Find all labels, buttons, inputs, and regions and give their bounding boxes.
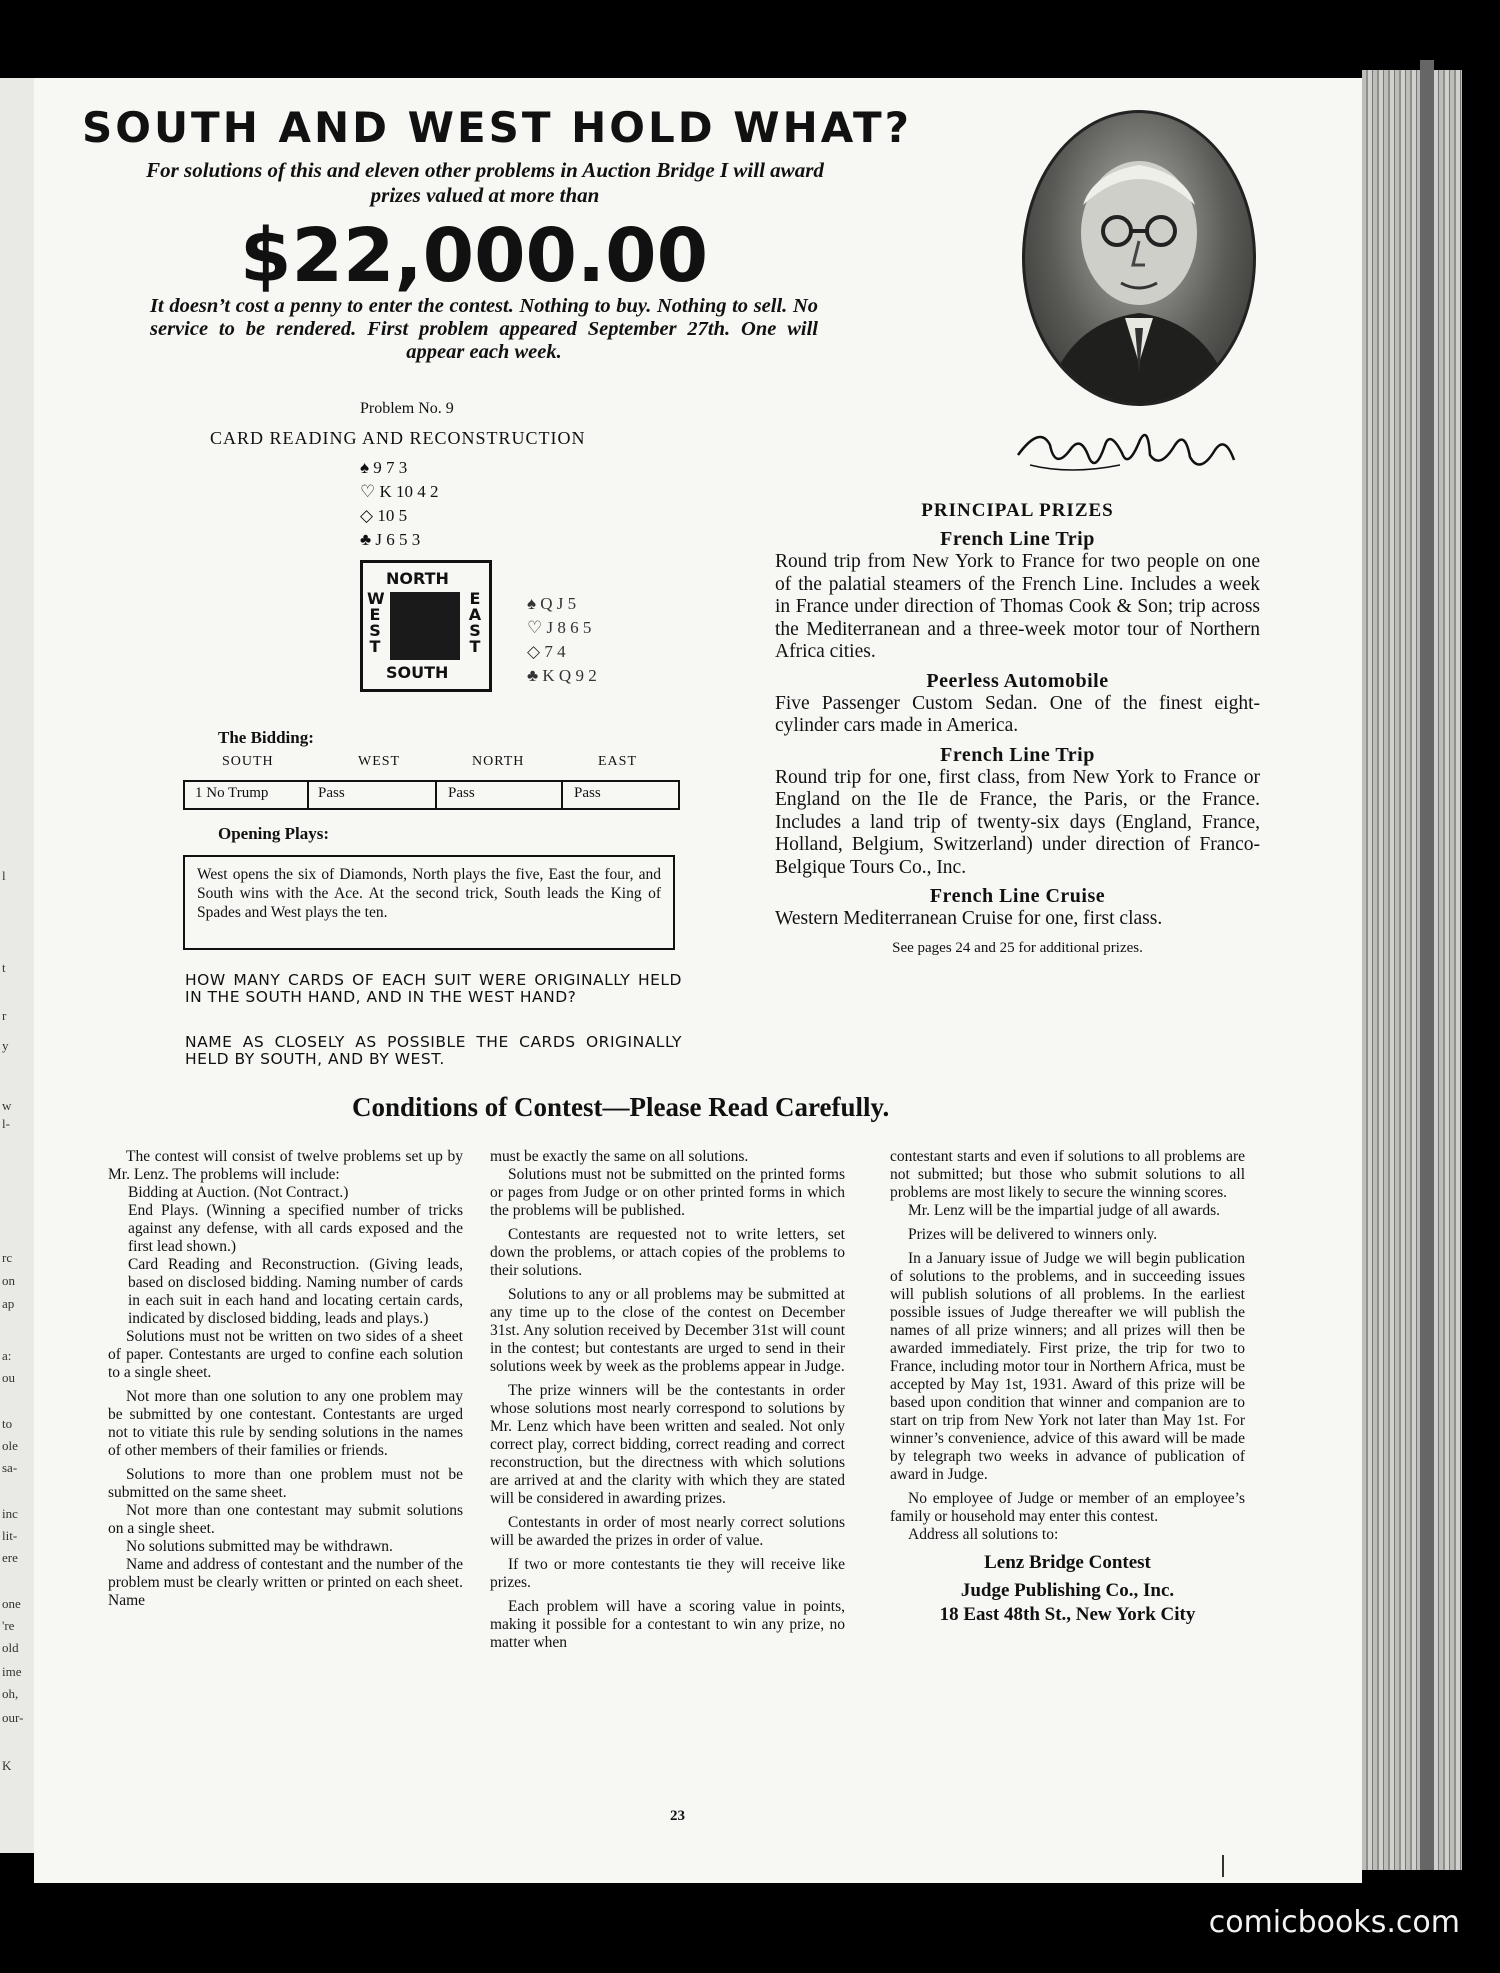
conditions-paragraph: Contestants in order of most nearly correct solutions will be awarded the prizes in order of value. [490,1514,845,1549]
prizes-heading: PRINCIPAL PRIZES [921,500,1114,521]
watermark: comicbooks.com [1208,1905,1460,1940]
conditions-list-item: Bidding at Auction. (Not Contract.) [128,1184,349,1201]
portrait-icon [1025,113,1253,403]
heart-icon: ♡ [527,618,543,637]
prize-description: Round trip from New York to France for two people on one of the palatial steamers of the French Line. Includes a week in France under direction of Thomas Cook & Son; trip across the Mediterranean and a three-week motor tour of Northern Africa cities. [775,551,1260,662]
table-east-label: EAST [468,589,482,656]
left-page-fragment: inc [2,1506,18,1521]
hand-cards: Q J 5 [540,594,577,613]
hand-row-diamonds [360,504,439,528]
left-page-fragment: one [2,1596,21,1611]
conditions-paragraph: In a January issue of Judge we will begin publication of solutions to the problems, and in succeeding issues will publish solutions of all problems. In the earliest possible issues of Judge thereafter we will publish the names of all prize winners; and all prizes will then be awarded immediately. First prize, the trip for two to France, including motor tour in Northern Africa, must be accepted by May 1st, 1931. Award of this prize will be based upon condition that winner and companion are to start on trip from New York not later than May 1st. For winner’s convenience, advice of this award will be made by telegraph two weeks in advance of publication of award in Judge. [890,1250,1245,1483]
diamond-icon: ◇ [527,642,541,661]
conditions-paragraph: Not more than one contestant may submit solutions on a single sheet. [108,1502,463,1537]
conditions-title: Conditions of Contest—Please Read Carefully. [352,1092,890,1122]
conditions-paragraph: No employee of Judge or member of an employee’s family or household may enter this contest. [890,1490,1245,1525]
bid-cell: Pass [318,785,345,801]
address-line: Judge Publishing Co., Inc. [960,1580,1175,1601]
address-line: 18 East 48th St., New York City [939,1604,1196,1625]
hand-cards: 9 7 3 [373,458,408,477]
address-line: Lenz Bridge Contest [984,1552,1151,1573]
portrait-photo [1022,110,1256,406]
conditions-paragraph: Solutions must not be submitted on the printed forms or pages from Judge or on other printed forms in which the problems will be published. [490,1166,845,1219]
left-page-fragment: w [2,1098,12,1113]
question-two: NAME AS CLOSELY AS POSSIBLE THE CARDS ORIGINALLY HELD BY SOUTH, AND BY WEST. [185,1033,682,1068]
additional-prizes-note: See pages 24 and 25 for additional prizes. [892,939,1143,956]
conditions-paragraph: If two or more contestants tie they will receive like prizes. [490,1556,845,1591]
bid-header: SOUTH [222,754,274,769]
question-one: HOW MANY CARDS OF EACH SUIT WERE ORIGINALLY HELD IN THE SOUTH HAND, AND IN THE WEST HAND? [185,971,682,1006]
problem-number: Problem No. 9 [360,400,454,417]
conditions-paragraph: Solutions to any or all problems may be submitted at any time up to the close of the contest on December 31st. Any solution received by December 31st will count in the contest; but contestants are urged to send in their solutions week by week as the problems appear in Judge. [490,1286,845,1375]
left-page-fragment: ap [2,1296,15,1311]
left-page-fragment: on [2,1273,15,1288]
conditions-paragraph: Solutions to more than one problem must not be submitted on the same sheet. [108,1466,463,1501]
left-page-fragment: ole [2,1438,18,1453]
north-hand [360,456,439,552]
hand-row-hearts [360,480,439,504]
prize-title: French Line Cruise [929,885,1106,907]
bid-divider [561,782,563,808]
diamond-icon: ◇ [360,506,374,525]
conditions-paragraph: Mr. Lenz will be the impartial judge of all awards. [908,1202,1221,1219]
hand-row-clubs [360,528,439,552]
conditions-paragraph: Name and address of contestant and the number of the problem must be clearly written or printed on each sheet. Name [108,1556,464,1609]
bidding-label: The Bidding: [218,728,314,747]
signature-icon [1010,415,1240,485]
club-icon: ♣ [527,666,539,685]
left-page-fragment: old [2,1640,19,1655]
prize-title: French Line Trip [940,743,1095,766]
page-number: 23 [670,1808,685,1824]
page-edge-stack [1362,70,1462,1870]
conditions-paragraph: Contestants are requested not to write letters, set down the problems, or attach copies of the problems to their solutions. [490,1226,845,1279]
hand-cards: K 10 4 2 [379,482,439,501]
left-page-fragment: 're [2,1618,15,1633]
conditions-paragraph: must be exactly the same on all solutions. [490,1148,749,1165]
table-center-square [390,592,460,660]
conditions-paragraph: Address all solutions to: [908,1526,1059,1543]
prize-amount: $22,000.00 [240,213,709,299]
hand-row-spades [360,456,439,480]
bidding-row [183,780,680,810]
left-page-fragment: l- [2,1116,10,1131]
conditions-paragraph: The contest will consist of twelve problems set up by Mr. Lenz. The problems will include: [108,1148,463,1183]
table-corner [493,560,513,572]
left-page-fragment: sa- [2,1460,18,1475]
left-page-fragment: oh, [2,1686,19,1701]
conditions-column-2 [490,1148,845,1652]
bid-header: WEST [358,754,401,769]
hand-cards: 7 4 [544,642,566,661]
conditions-list-item: Card Reading and Reconstruction. (Giving leads, based on disclosed bidding. Naming number of cards in each suit in each hand and locating certain cards, indicated by disclosed bidding, leads and plays.) [128,1256,463,1327]
conditions-paragraph: Each problem will have a scoring value in points, making it possible for a contestant to win any prize, no matter when [490,1598,845,1651]
left-page-fragment: t [2,960,6,975]
prize-description: Western Mediterranean Cruise for one, first class. [775,908,1163,929]
left-page-fragment: to [2,1416,13,1431]
left-page-fragment: y [2,1038,9,1053]
problem-title: CARD READING AND RECONSTRUCTION [210,428,586,448]
conditions-list-item: End Plays. (Winning a specified number of tricks against any defense, with all cards exposed and the first lead shown.) [128,1202,463,1255]
hand-row-hearts [527,616,597,640]
principal-prizes [775,500,1260,965]
bid-cell: Pass [448,785,475,801]
club-icon: ♣ [360,530,372,549]
left-page-strip [0,78,34,1853]
hand-row-diamonds [527,640,597,664]
table-south-label: SOUTH [386,663,449,682]
left-page-fragment: ou [2,1370,15,1385]
east-hand [527,592,597,688]
spade-icon: ♠ [360,458,370,477]
conditions-column-1 [108,1148,463,1610]
left-page-fragment: lit- [2,1528,18,1543]
conditions-paragraph: Solutions must not be written on two sides of a sheet of paper. Contestants are urged to confine each solution to a single sheet. [108,1328,463,1381]
opening-plays-text: West opens the six of Diamonds, North plays the five, East the four, and South wins with the Ace. At the second trick, South leads the King of Spades and West plays the ten. [197,866,661,921]
table-west-label: WEST [367,589,385,656]
left-page-fragment: K [2,1758,12,1773]
left-page-fragment: ime [2,1664,22,1679]
table-north-label: NORTH [386,569,449,588]
bid-cell: Pass [574,785,601,801]
prize-description: Five Passenger Custom Sedan. One of the finest eight-cylinder cars made in America. [775,692,1260,736]
conditions-column-3 [890,1148,1245,1624]
heart-icon: ♡ [360,482,376,501]
hand-cards: J 6 5 3 [375,530,421,549]
signature-mark [1010,415,1240,490]
left-page-fragment: l [2,868,6,883]
opening-plays-box [183,855,675,950]
page-mark [1222,1855,1224,1877]
spade-icon: ♠ [527,594,537,613]
conditions-paragraph: contestant starts and even if solutions to all problems are not submitted; but those who submit solutions to all problems are most likely to secure the winning scores. [890,1148,1245,1201]
conditions-paragraph: The prize winners will be the contestants in order whose solutions most nearly correspond to solutions by Mr. Lenz which have been written and sealed. Not only correct play, correct bidding, correct reading and correct reconstruction, but the directness with which solutions are arrived at and the clarity with which they are stated will be considered in awarding prizes. [490,1382,845,1507]
left-page-fragment: a: [2,1348,12,1363]
prize-title: French Line Trip [940,528,1095,550]
hand-row-clubs [527,664,597,688]
left-page-fragment: our- [2,1710,24,1725]
conditions-paragraph: Not more than one solution to any one problem may be submitted by one contestant. Contestants are urged not to vitiate this rule by sending solutions in the names of other members of their families or friends. [108,1388,463,1459]
prize-title: Peerless Automobile [926,669,1109,692]
left-page-fragment: r [2,1008,7,1023]
conditions-paragraph: Prizes will be delivered to winners only. [908,1226,1158,1243]
hand-cards: 10 5 [377,506,408,525]
entry-note: It doesn’t cost a penny to enter the contest. Nothing to buy. Nothing to sell. No service to be rendered. First problem appeared September 27th. One will appear each week. [150,295,818,363]
bid-cell: 1 No Trump [195,785,269,801]
bid-header: NORTH [472,754,525,769]
bid-divider [307,782,309,808]
opening-plays-label: Opening Plays: [218,824,329,843]
intro-text: For solutions of this and eleven other problems in Auction Bridge I will award prizes valued at more than [146,158,824,207]
headline: SOUTH AND WEST HOLD WHAT? [82,103,912,152]
bridge-table-diagram [360,560,492,692]
hand-cards: J 8 6 5 [546,618,592,637]
bid-divider [435,782,437,808]
hand-cards: K Q 9 2 [542,666,597,685]
hand-row-spades [527,592,597,616]
left-page-fragment: ere [2,1550,18,1565]
bid-header: EAST [598,754,637,769]
page-edge-shadow [1420,60,1434,1870]
left-page-fragment: rc [2,1250,13,1265]
prize-description: Round trip for one, first class, from New York to France or England on the Ile de France, the Paris, or the France. Includes a land trip of twenty-six days (England, France, Holland, Belgium, Switzerland) under direction of Franco-Belgique Tours Co., Inc. [775,766,1260,878]
conditions-paragraph: No solutions submitted may be withdrawn. [126,1538,393,1555]
